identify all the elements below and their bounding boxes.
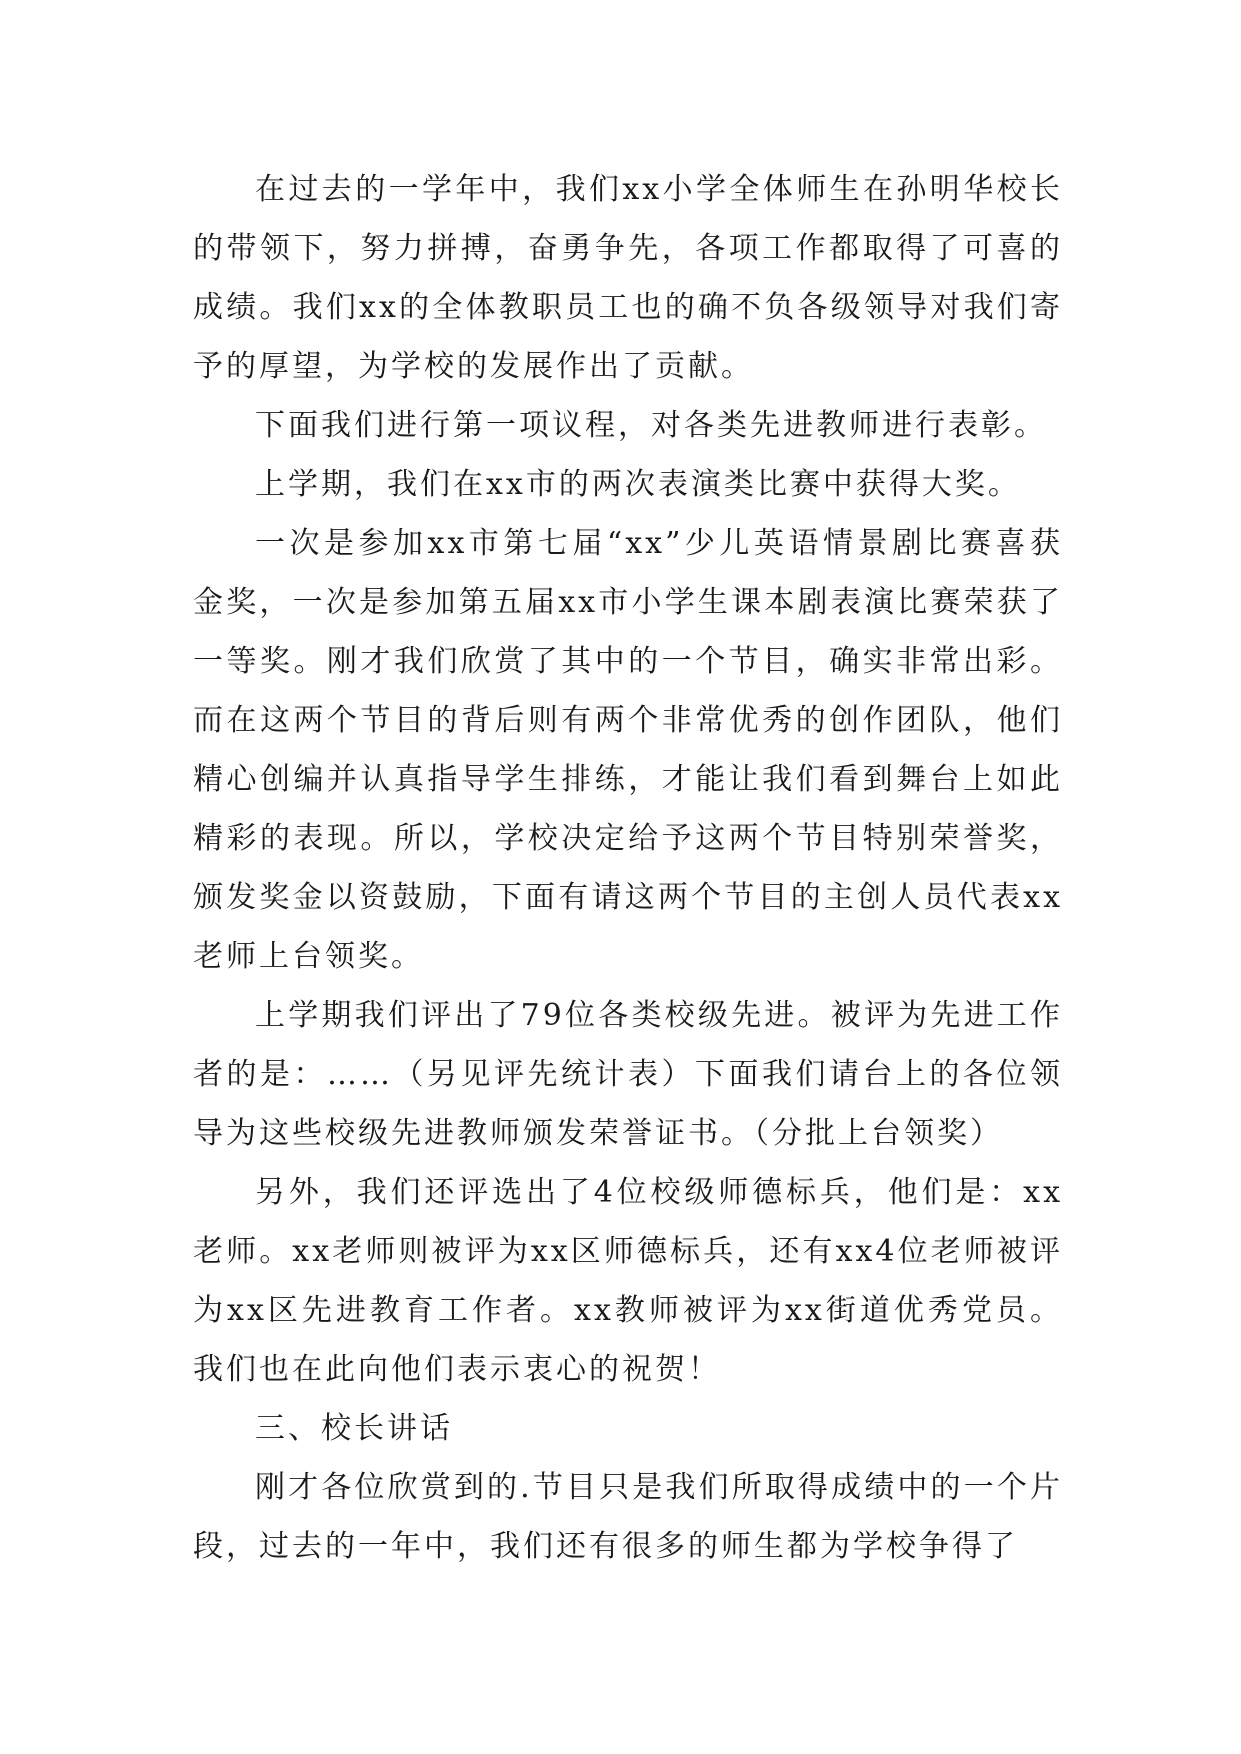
- paragraph-3: 上学期，我们在xx市的两次表演类比赛中获得大奖。: [255, 467, 1021, 502]
- paragraph-4: 一次是参加xx市第七届“xx”少儿英语情景剧比赛喜获金奖，一次是参加第五届xx市小学生课本剧表演比赛荣获了一等奖。刚才我们欣赏了其中的一个节目，确实非常出彩。而在这两个节目的背后则有两个非常优秀的创作团队，他们精心创编并认真指导学生排练，才能让我们看到舞台上如此精彩的表现。所以，学校决定给予这两个节目特别荣誉奖，颁发奖金以资鼓励，下面有请这两个节目的主创人员代表xx老师上台领奖。: [193, 526, 1063, 974]
- document-body: [193, 160, 1063, 1576]
- paragraph-6: 另外，我们还评选出了4位校级师德标兵，他们是：xx老师。xx老师则被评为xx区师德标兵，还有xx4位老师被评为xx区先进教育工作者。xx教师被评为xx街道优秀党员。我们也在此向他们表示衷心的祝贺！: [193, 1175, 1063, 1387]
- section-heading: 三、校长讲话: [255, 1411, 453, 1446]
- paragraph-7: 刚才各位欣赏到的.节目只是我们所取得成绩中的一个片段，过去的一年中，我们还有很多的师生都为学校争得了: [193, 1470, 1063, 1564]
- paragraph-2: 下面我们进行第一项议程，对各类先进教师进行表彰。: [255, 408, 1047, 443]
- paragraph-1: 在过去的一学年中，我们xx小学全体师生在孙明华校长的带领下，努力拼搏，奋勇争先，各项工作都取得了可喜的成绩。我们xx的全体教职员工也的确不负各级领导对我们寄予的厚望，为学校的发展作出了贡献。: [193, 172, 1063, 384]
- paragraph-5: 上学期我们评出了79位各类校级先进。被评为先进工作者的是：……（另见评先统计表）下面我们请台上的各位领导为这些校级先进教师颁发荣誉证书。（分批上台领奖）: [193, 998, 1063, 1151]
